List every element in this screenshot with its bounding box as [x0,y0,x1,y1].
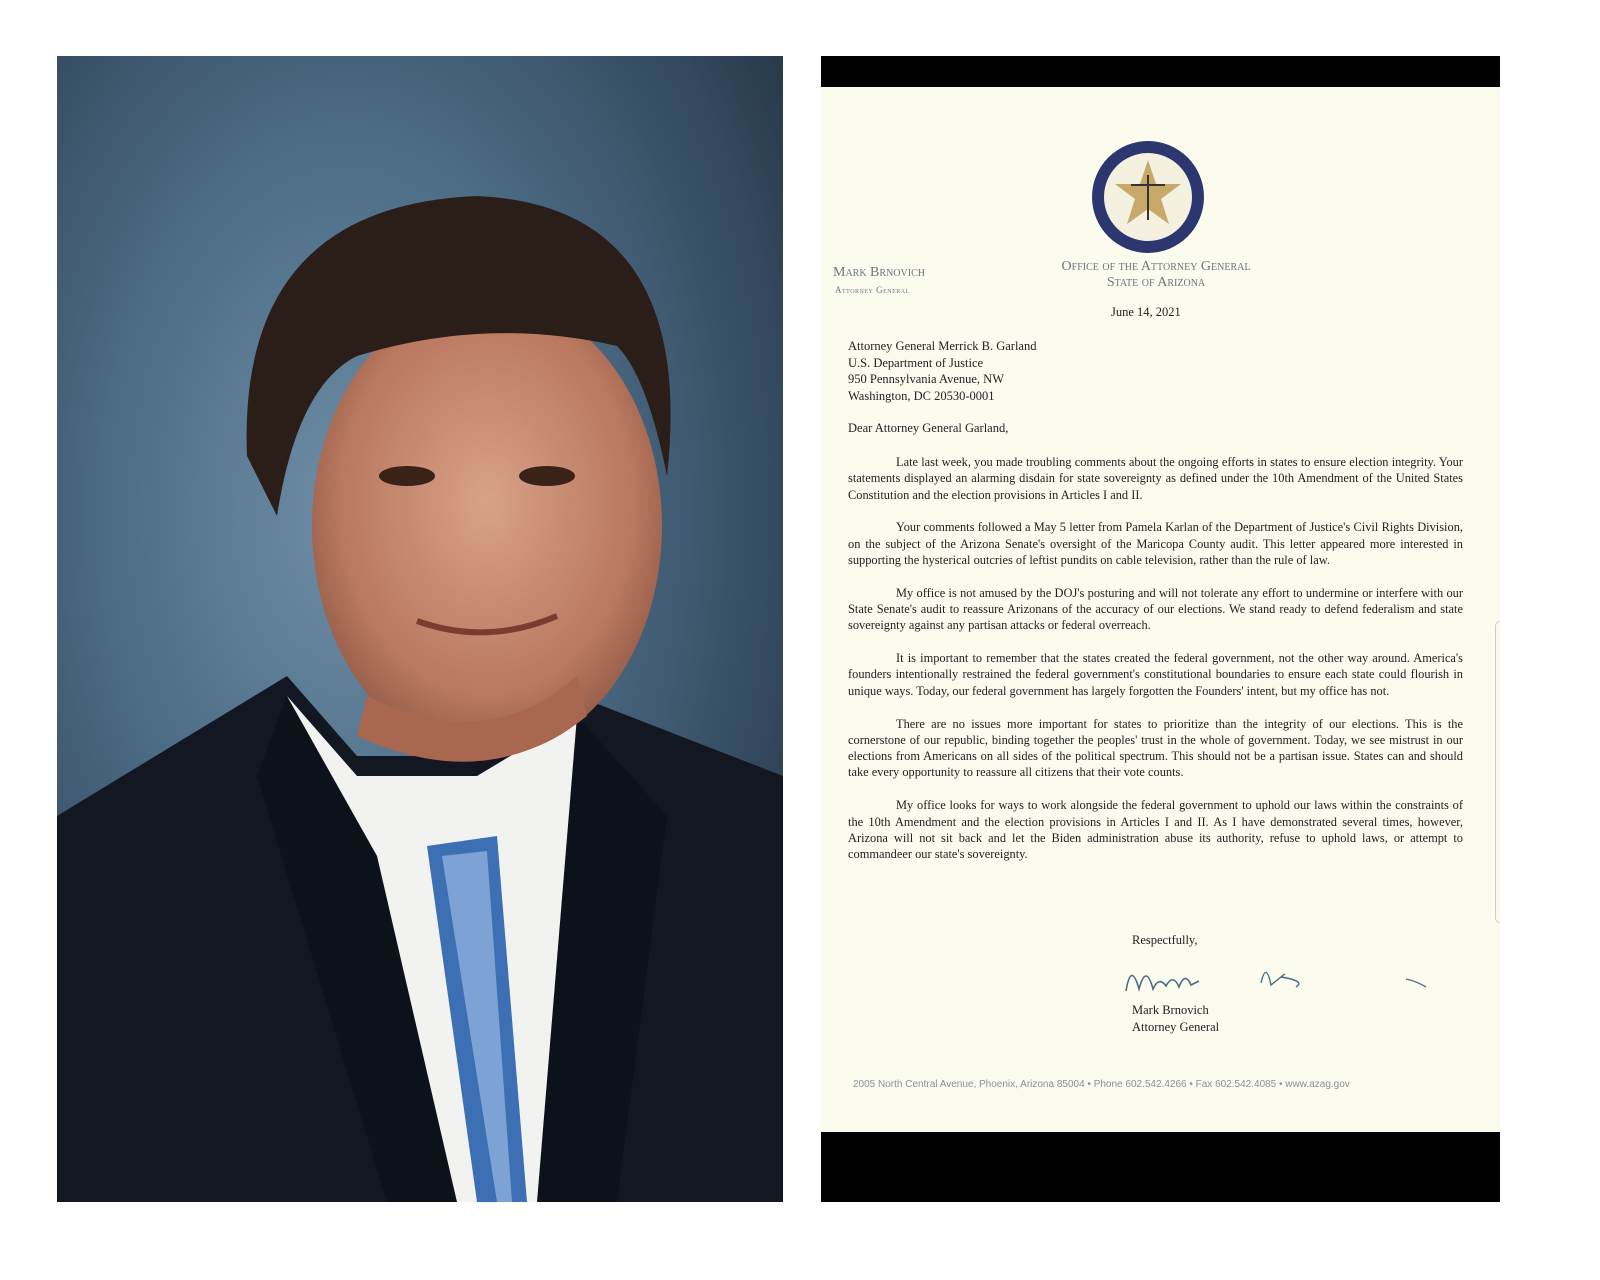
signer-title: Attorney General [1132,1019,1220,1034]
top-black-bar [821,56,1500,87]
letterhead-footer: 2005 North Central Avenue, Phoenix, Arizona 85004 • Phone 602.542.4266 • Fax 602.542.4085 • www.azag.gov [853,1079,1350,1090]
office-heading [1021,259,1291,291]
letter-date: June 14, 2021 [1111,305,1181,319]
signer-name: Mark Brnovich [1132,1003,1209,1017]
paragraph: My office looks for ways to work alongside the federal government to uphold our laws within the constraints of the 10th Amendment and the election provisions in Articles I and II. As I have demonstrated several times, however, Arizona will not sit back and let the Biden administration abuse its authority, refuse to uphold laws, or attempt to commandeer our state's sovereignty. [848,798,1463,862]
letter-document [821,56,1500,1202]
signer-block [1132,1002,1219,1035]
bottom-black-bar [821,1132,1500,1202]
portrait-photo [57,56,783,1202]
closing: Respectfully, [1132,933,1198,947]
paragraph: It is important to remember that the states created the federal government, not the other way around. America's founders intentionally restrained the federal government's constitutional boundaries to ensure each state could flourish in unique ways. Today, our federal government has largely forgotten the Founders' intent, but my office has not. [848,651,1463,698]
address-line: U.S. Department of Justice [848,355,984,370]
sender-name: Mark Brnovich [833,265,925,280]
address-line: Washington, DC 20530-0001 [848,388,995,403]
handwritten-signature [1121,951,1441,1001]
sender-title: Attorney General [835,285,910,295]
recipient-address [848,338,1036,404]
scroll-edge [1495,621,1500,923]
address-line: Attorney General Merrick B. Garland [848,339,1037,353]
letter-body [848,454,1463,879]
portrait-illustration [57,56,783,1202]
office-line-2: State of Arizona [1106,275,1206,290]
attorney-general-seal [1091,140,1205,254]
address-line: 950 Pennsylvania Avenue, NW [848,372,1004,386]
paragraph: There are no issues more important for states to prioritize than the integrity of our elections. This is the cornerstone of our republic, binding together the peoples' trust in the whole of government. Today, we see mistrust in our elections from Americans on all sides of the political spectrum. This should not be a partisan issue. States can and should take every opportunity to reassure all citizens that their vote counts. [848,716,1463,780]
office-line-1: Office of the Attorney General [1061,259,1251,274]
paragraph: My office is not amused by the DOJ's posturing and will not tolerate any effort to undermine or interfere with our State Senate's audit to reassure Arizonans of the accuracy of our elections. We stand ready to defend federalism and state sovereignty against any partisan attacks or federal overreach. [848,585,1463,633]
paragraph: Late last week, you made troubling comments about the ongoing efforts in states to ensure election integrity. Your statements displayed an alarming disdain for state sovereignty as defined under the 10th Amendment of the United States Constitution and the election provisions in Articles I and II. [848,455,1463,502]
paragraph: Your comments followed a May 5 letter from Pamela Karlan of the Department of Justice's Civil Rights Division, on the subject of the Arizona Senate's oversight of the Maricopa County audit. This letter appeared more interested in supporting the hysterical outcries of leftist pundits on cable television, rather than the rule of law. [848,520,1463,567]
salutation: Dear Attorney General Garland, [848,421,1009,435]
